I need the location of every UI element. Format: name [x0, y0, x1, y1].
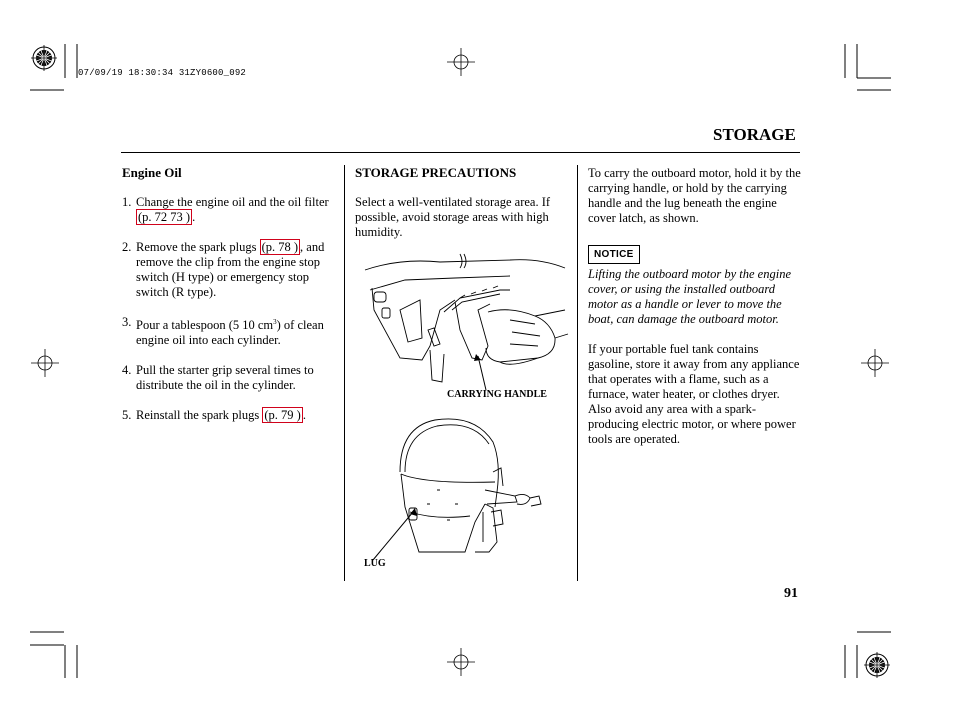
lug-illustration: [365, 412, 545, 562]
registration-target-icon: [31, 45, 57, 71]
storage-precautions-section: [355, 165, 567, 240]
engine-oil-section: [122, 165, 337, 438]
carrying-handle-label: CARRYING HANDLE: [447, 389, 547, 400]
precautions-intro: Select a well-ventilated storage area. If possible, avoid storage areas with high humidity.: [355, 195, 551, 239]
fuel-tank-warning: If your portable fuel tank contains gasoline, store it away from any appliance that operates with a flame, such as a furnace, water heater, or clothes dryer. Also avoid any area with a spark-producing electric motor, or where power tools are operated.: [588, 342, 800, 446]
list-item: 2. Remove the spark plugs (p. 78 ) , and remove the clip from the engine stop switch (H type) or emergency stop switch (R type).: [122, 240, 325, 299]
list-item: 4. Pull the starter grip several times to distribute the oil in the cylinder.: [122, 363, 314, 393]
page-reference-link[interactable]: (p. 78 ): [261, 240, 299, 254]
page-number: 91: [784, 586, 798, 601]
list-item: 3. Pour a tablespoon (5 10 $cm^3$) of clean engine oil into each cylinder.: [122, 315, 324, 348]
crosshair-icon: [31, 349, 59, 377]
lug-label: LUG: [364, 558, 386, 569]
notice-text: Lifting the outboard motor by the engine cover, or using the installed outboard motor as a handle or lever to move the boat, can damage the outboard motor.: [588, 267, 791, 326]
crosshair-icon: [447, 648, 475, 676]
carry-instructions: To carry the outboard motor, hold it by the carrying handle, or hold by the carrying handle and the lug beneath the engine cover latch, as shown.: [588, 166, 801, 225]
list-item: 5. Reinstall the spark plugs (p. 79 ) .: [122, 408, 306, 423]
column-divider: [577, 165, 578, 581]
header-rule: [121, 152, 800, 153]
storage-precautions-heading: STORAGE PRECAUTIONS: [355, 165, 517, 180]
carry-section: [588, 166, 804, 462]
print-metadata: 07/09/19 18:30:34 31ZY0600_092: [78, 68, 247, 78]
notice-box: [588, 241, 804, 267]
carrying-handle-illustration: [360, 250, 570, 390]
column-divider: [344, 165, 345, 581]
crosshair-icon: [861, 349, 889, 377]
notice-badge: NOTICE: [588, 245, 640, 264]
page-reference-link[interactable]: (p. 72 73 ): [138, 210, 191, 224]
page-reference-link[interactable]: (p. 79 ): [264, 408, 301, 423]
list-item: 1. Change the engine oil and the oil filter (p. 72 73 ) .: [122, 195, 329, 224]
section-title: STORAGE: [713, 125, 796, 144]
engine-oil-heading: Engine Oil: [122, 165, 182, 180]
crosshair-icon: [447, 48, 475, 76]
registration-target-icon: [864, 652, 890, 678]
